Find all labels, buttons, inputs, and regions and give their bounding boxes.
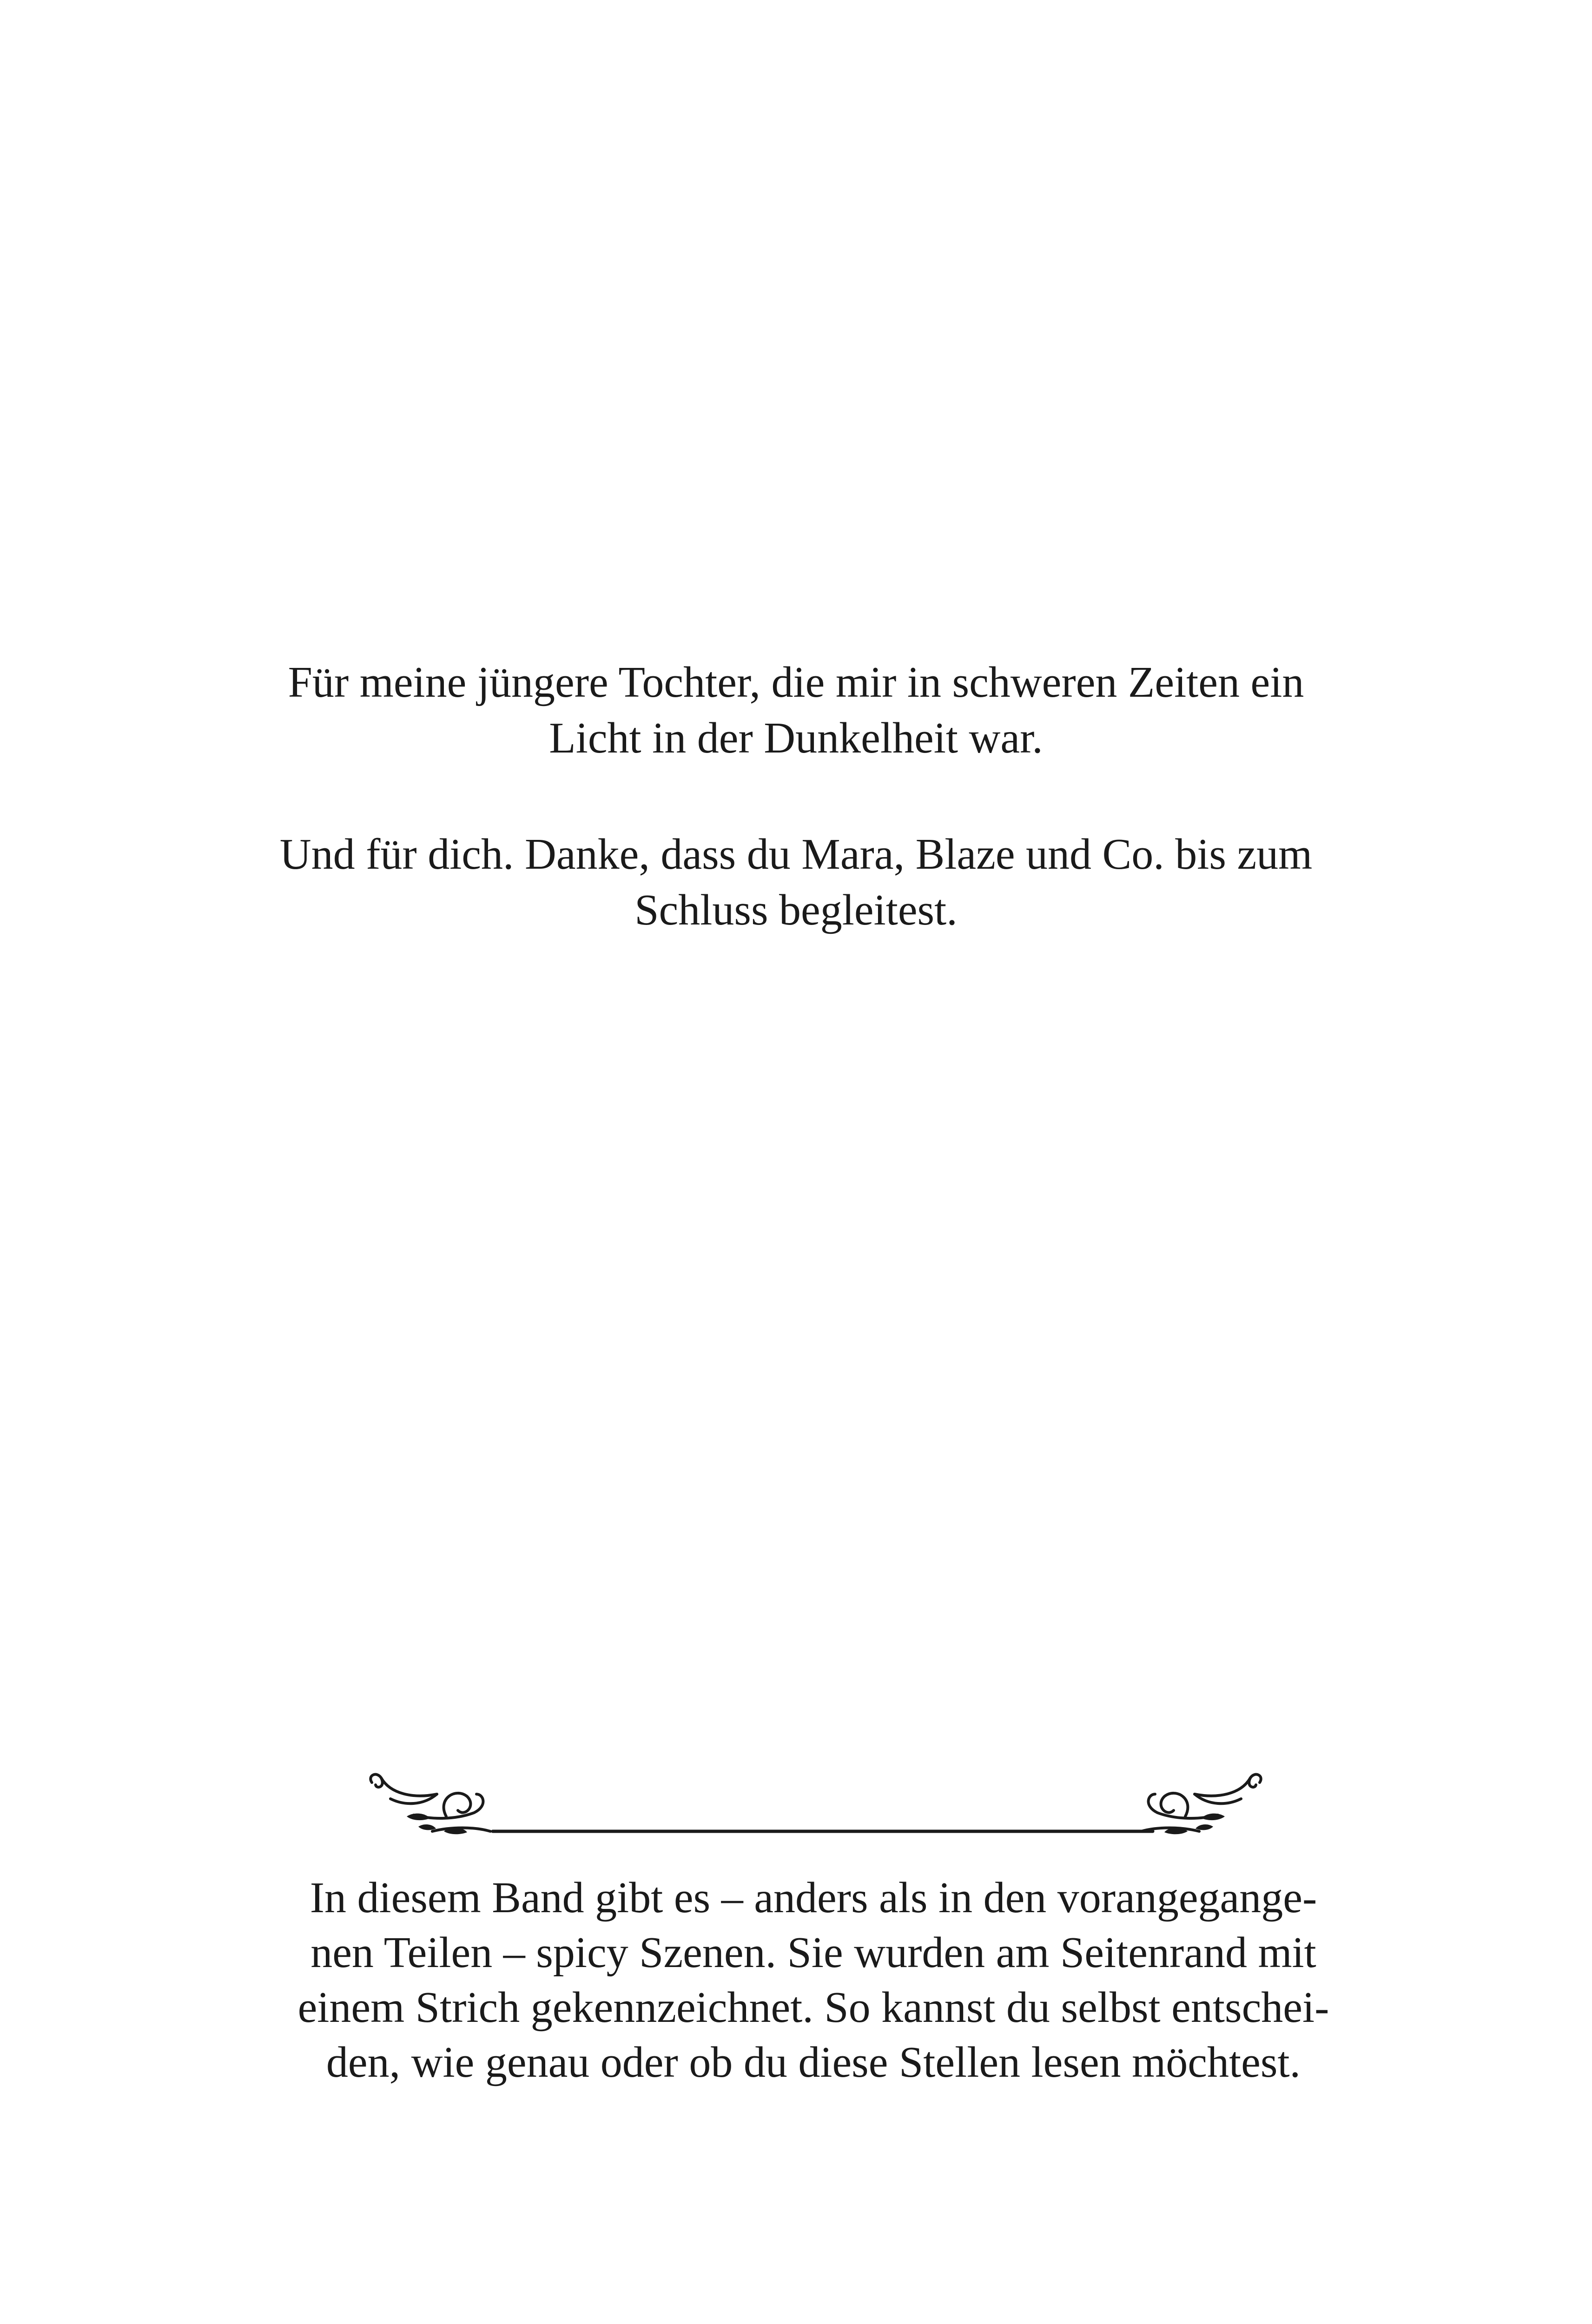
dedication-line-1: Für meine jüngere Tochter, die mir in schweren Zeiten ein xyxy=(288,658,1304,706)
notice-line-3: einem Strich gekennzeichnet. So kannst du selbst entschei- xyxy=(297,1983,1329,2032)
dedication-line-4: Schluss begleitest. xyxy=(634,886,958,934)
dedication-block xyxy=(260,654,1332,938)
content-notice xyxy=(279,1870,1348,2090)
notice-line-4: den, wie genau oder ob du diese Stellen lesen möchtest. xyxy=(326,2038,1301,2086)
floral-divider-icon xyxy=(363,1762,1269,1855)
paragraph-spacer xyxy=(260,766,1332,826)
notice-line-2: nen Teilen – spicy Szenen. Sie wurden am Seitenrand mit xyxy=(310,1928,1316,1977)
dedication-line-2: Licht in der Dunkelheit war. xyxy=(549,714,1043,762)
dedication-line-3: Und für dich. Danke, dass du Mara, Blaze und Co. bis zum xyxy=(279,830,1313,878)
notice-line-1: In diesem Band gibt es – anders als in den vorangegange- xyxy=(310,1874,1317,1922)
